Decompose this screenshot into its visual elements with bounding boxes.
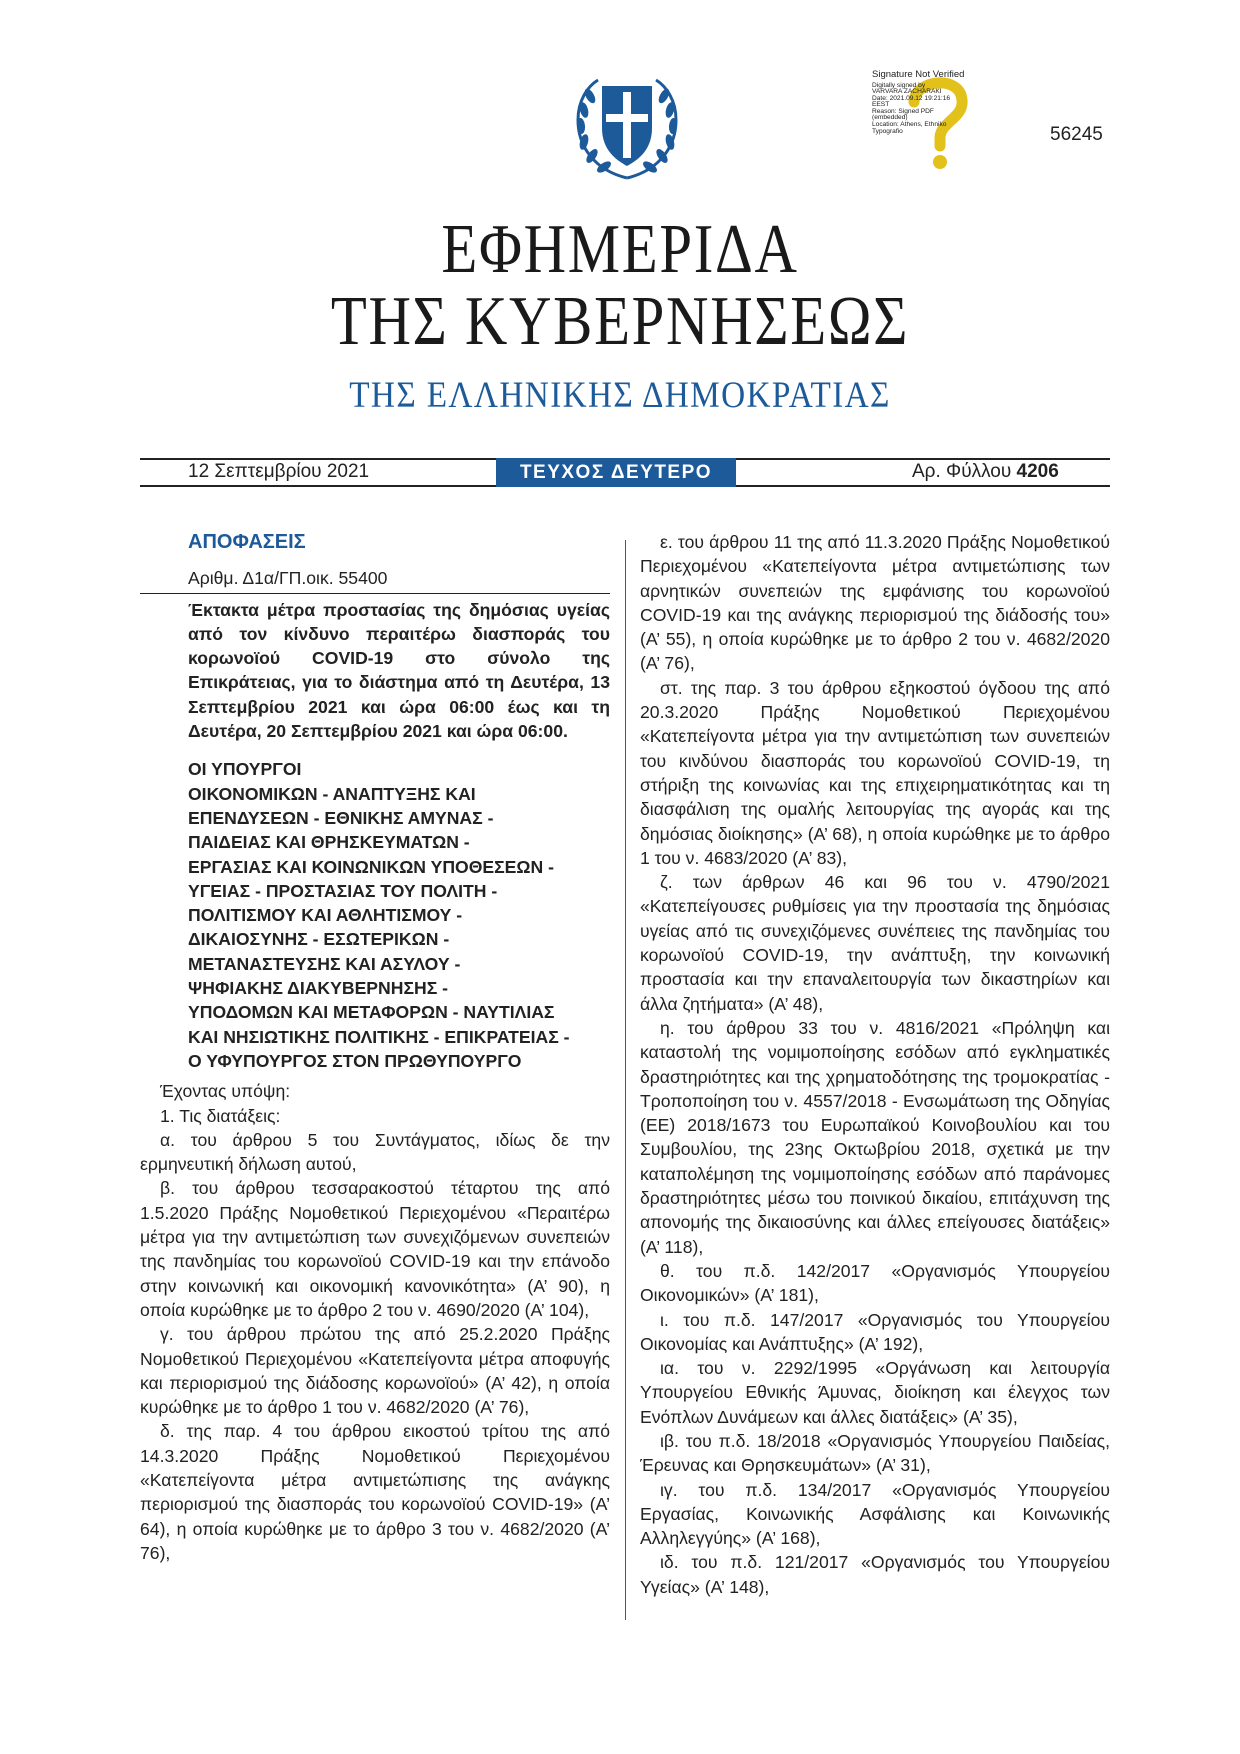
signature-line: VARVARA ZACHARAKI bbox=[872, 88, 942, 96]
minister-line: ΨΗΦΙΑΚΗΣ ΔΙΑΚΥΒΕΡΝΗΣΗΣ - bbox=[188, 978, 449, 999]
issue-date: 12 Σεπτεμβρίου 2021 bbox=[188, 461, 370, 482]
paragraph: α. του άρθρου 5 του Συντάγματος, ιδίως δε την ερμηνευτική δήλωση αυτού, bbox=[140, 1129, 610, 1175]
gazette-title-line1: ΕΦΗΜΕΡΙΔΑ bbox=[441, 211, 799, 288]
paragraph: ιγ. του π.δ. 134/2017 «Οργανισμός Υπουργείου Εργασίας, Κοινωνικής Ασφάλισης και Κοινωνικής Αλληλεγγύης» (Α’ 168), bbox=[640, 1479, 1110, 1549]
paragraph: 1. Τις διατάξεις: bbox=[160, 1105, 281, 1126]
paragraph: ιδ. του π.δ. 121/2017 «Οργανισμός του Υπουργείου Υγείας» (Α’ 148), bbox=[640, 1552, 1110, 1597]
greek-coat-of-arms-icon bbox=[572, 66, 682, 186]
paragraph: δ. της παρ. 4 του άρθρου εικοστού τρίτου της από 14.3.2020 Πράξης Νομοθετικού Περιεχομένου «Κατεπείγοντα μέτρα αντιμετώπισης της ανάγκης περιορισμού της διασποράς του κορωνοϊού COVID-19» (Α’ 64), η οποία κυρώθηκε με το άρθρο 3 του ν. 4682/2020 (Α’ 76), bbox=[140, 1421, 610, 1563]
minister-line: ΠΑΙΔΕΙΑΣ ΚΑΙ ΘΡΗΣΚΕΥΜΑΤΩΝ - bbox=[188, 832, 470, 853]
minister-line: ΠΟΛΙΤΙΣΜΟΥ ΚΑΙ ΑΘΛΗΤΙΣΜΟΥ - bbox=[188, 905, 463, 926]
signature-status: Signature Not Verified bbox=[872, 69, 965, 80]
paragraph: θ. του π.δ. 142/2017 «Οργανισμός Υπουργείου Οικονομικών» (Α’ 181), bbox=[640, 1260, 1110, 1306]
paragraph: Έχοντας υπόψη: bbox=[160, 1081, 291, 1102]
signature-line: Reason: Signed PDF bbox=[872, 107, 934, 115]
signature-line: Digitally signed by bbox=[872, 81, 926, 89]
minister-line: ΕΡΓΑΣΙΑΣ ΚΑΙ ΚΟΙΝΩΝΙΚΩΝ ΥΠΟΘΕΣΕΩΝ - bbox=[188, 856, 554, 877]
left-column bbox=[140, 530, 610, 1565]
decision-number: Αριθμ. Δ1α/ΓΠ.οικ. 55400 bbox=[188, 568, 388, 589]
right-column bbox=[640, 530, 1110, 1599]
paragraph: γ. του άρθρου πρώτου της από 25.2.2020 Πράξης Νομοθετικού Περιεχομένου «Κατεπείγοντα μέτρα αποφυγής και περιορισμού της διάδοσης κορωνοϊού» (Α’ 42), η οποία κυρώθηκε με το άρθρο 1 του ν. 4682/2020 (Α’ 76), bbox=[140, 1324, 610, 1418]
sheet-number bbox=[912, 461, 1059, 483]
sheet-label: Αρ. Φύλλου bbox=[912, 461, 1012, 482]
minister-line: ΜΕΤΑΝΑΣΤΕΥΣΗΣ ΚΑΙ ΑΣΥΛΟΥ - bbox=[188, 953, 461, 974]
decision-title: Έκτακτα μέτρα προστασίας της δημόσιας υγείας από τον κίνδυνο περαιτέρω διασποράς του κορωνοϊού COVID-19 στο σύνολο της Επικράτειας, για το διάστημα από τη Δευτέρα, 13 Σεπτεμβρίου 2021 και ώρα 06:00 έως και τη Δευτέρα, 20 Σεπτεμβρίου 2021 και ώρα 06:00. bbox=[188, 599, 610, 742]
sheet-number-value: 4206 bbox=[1016, 461, 1059, 482]
minister-line: ΟΙΚΟΝΟΜΙΚΩΝ - ΑΝΑΠΤΥΞΗΣ ΚΑΙ bbox=[188, 783, 476, 804]
minister-line: ΚΑΙ ΝΗΣΙΩΤΙΚΗΣ ΠΟΛΙΤΙΚΗΣ - ΕΠΙΚΡΑΤΕΙΑΣ - bbox=[188, 1026, 570, 1047]
paragraph: ζ. των άρθρων 46 και 96 του ν. 4790/2021 «Κατεπείγουσες ρυθμίσεις για την προστασία της δημόσιας υγείας από τις συνεχιζόμενες συνέπειες της πανδημίας του κορωνοϊού COVID-19, την ανάπτυξη, την κοινωνική προστασία και την επαναλειτουργία των δικαστηρίων και άλλα ζητήματα» (Α’ 48), bbox=[640, 872, 1110, 1014]
digital-signature-stamp bbox=[868, 70, 983, 170]
paragraph: ε. του άρθρου 11 της από 11.3.2020 Πράξης Νομοθετικού Περιεχομένου «Κατεπείγοντα μέτρα αντιμετώπισης των αρνητικών συνεπειών της εμφάνισης του κορωνοϊού COVID-19 και της ανάγκης περιορισμού της διάδοσής του» (Α’ 55), η οποία κυρώθηκε με το άρθρο 2 του ν. 4682/2020 (Α’ 76), bbox=[640, 532, 1110, 674]
minister-line: ΥΓΕΙΑΣ - ΠΡΟΣΤΑΣΙΑΣ ΤΟΥ ΠΟΛΙΤΗ - bbox=[188, 880, 498, 901]
signature-details bbox=[872, 83, 984, 136]
gazette-title-line2: ΤΗΣ ΚΥΒΕΡΝΗΣΕΩΣ bbox=[330, 283, 910, 360]
paragraph: η. του άρθρου 33 του ν. 4816/2021 «Πρόληψη και καταστολή της νομιμοποίησης εσόδων από εγκληματικές δραστηριότητες και της χρηματοδότησης της τρομοκρατίας - Τροποποίηση του ν. 4557/2018 - Ενσωμάτωση της Οδηγίας (ΕΕ) 2018/1673 του Ευρωπαϊκού Κοινοβουλίου και του Συμβουλίου, της 23ης Οκτωβρίου 2018, σχετικά με την καταπολέμηση της νομιμοποίησης εσόδων από παράνομες δραστηριότητες μέσω του ποινικού δικαίου, επιτάχυνση της απονομής της δικαιοσύνης και άλλες επείγουσες διατάξεις» (Α’ 118), bbox=[640, 1017, 1110, 1257]
minister-line: Ο ΥΦΥΠΟΥΡΓΟΣ ΣΤΟΝ ΠΡΩΘΥΠΟΥΡΓΟ bbox=[188, 1050, 522, 1071]
gazette-subtitle: ΤΗΣ ΕΛΛΗΝΙΚΗΣ ΔΗΜΟΚΡΑΤΙΑΣ bbox=[349, 375, 891, 416]
paragraph: ια. του ν. 2292/1995 «Οργάνωση και λειτουργία Υπουργείου Εθνικής Άμυνας, διοίκηση και έλεγχος των Ενόπλων Δυνάμεων και άλλες διατάξεις» (Α’ 35), bbox=[640, 1358, 1110, 1427]
column-divider bbox=[625, 540, 626, 1620]
paragraph: στ. της παρ. 3 του άρθρου εξηκοστού όγδοου της από 20.3.2020 Πράξης Νομοθετικού Περιεχομένου «Κατεπείγοντα μέτρα για την αντιμετώπιση των συνεπειών του κινδύνου διασποράς του κορωνοϊού COVID-19, τη στήριξη της κοινωνίας και της επιχειρηματικότητας και τη διασφάλιση της ομαλής λειτουργίας της αγοράς και της δημόσιας διοίκησης» (Α’ 68), η οποία κυρώθηκε με το άρθρο 1 του ν. 4683/2020 (Α’ 83), bbox=[640, 677, 1110, 868]
minister-line: ΔΙΚΑΙΟΣΥΝΗΣ - ΕΣΩΤΕΡΙΚΩΝ - bbox=[188, 929, 450, 950]
minister-line: ΥΠΟΔΟΜΩΝ ΚΑΙ ΜΕΤΑΦΟΡΩΝ - ΝΑΥΤΙΛΙΑΣ bbox=[188, 1002, 555, 1023]
section-title: ΑΠΟΦΑΣΕΙΣ bbox=[188, 531, 306, 553]
page-number: 56245 bbox=[1050, 124, 1103, 145]
signature-line: Typografio bbox=[872, 127, 903, 135]
minister-line: ΕΠΕΝΔΥΣΕΩΝ - ΕΘΝΙΚΗΣ ΑΜΥΝΑΣ - bbox=[188, 807, 494, 828]
minister-line: ΟΙ ΥΠΟΥΡΓΟΙ bbox=[188, 759, 302, 780]
paragraph: ιβ. του π.δ. 18/2018 «Οργανισμός Υπουργείου Παιδείας, Έρευνας και Θρησκευμάτων» (Α’ 31), bbox=[640, 1430, 1110, 1476]
signature-line: EEST bbox=[872, 101, 890, 109]
signature-line: Date: 2021.09.12 19:21:16 bbox=[872, 94, 951, 102]
ministers-block bbox=[188, 757, 610, 1073]
issue-label: ΤΕΥΧΟΣ ΔΕΥΤΕΡΟ bbox=[496, 458, 736, 487]
signature-line: Location: Athens, Ethniko bbox=[872, 121, 947, 129]
decision-divider bbox=[140, 593, 610, 594]
signature-line: (embedded) bbox=[872, 114, 908, 122]
paragraph: ι. του π.δ. 147/2017 «Οργανισμός του Υπουργείου Οικονομίας και Ανάπτυξης» (Α’ 192), bbox=[640, 1309, 1110, 1354]
paragraph: β. του άρθρου τεσσαρακοστού τέταρτου της από 1.5.2020 Πράξης Νομοθετικού Περιεχομένου «Περαιτέρω μέτρα για την αντιμετώπιση των συνεχιζόμενων συνεπειών της πανδημίας του κορωνοϊού COVID-19 και την επάνοδο στην κοινωνική και οικονομική κανονικότητα» (Α’ 90), η οποία κυρώθηκε με το άρθρο 2 του ν. 4690/2020 (Α’ 104), bbox=[140, 1178, 610, 1320]
